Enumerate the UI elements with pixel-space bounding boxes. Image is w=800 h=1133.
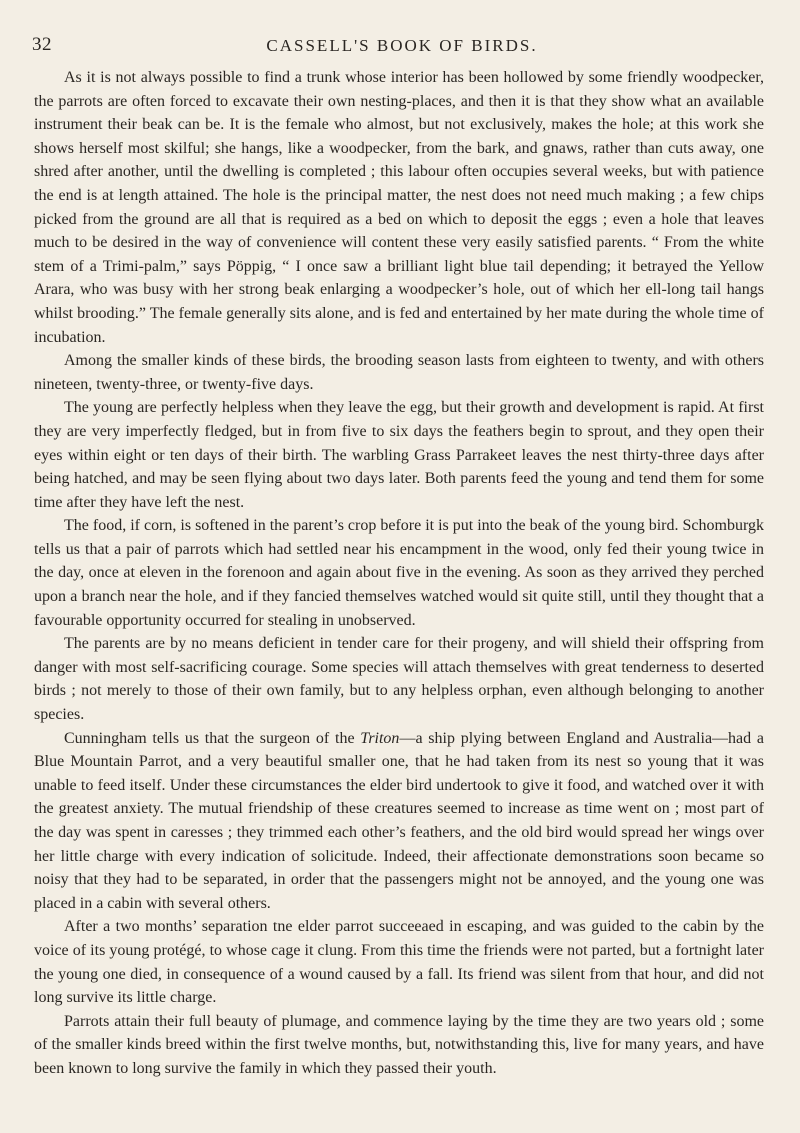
paragraph: Parrots attain their full beauty of plumage, and commence laying by the time they are two years old ; some of the smaller kinds breed within the first twelve months, but, notwithstanding this, live for many years, and have been known to long survive the family in which they passed their youth. bbox=[34, 1012, 764, 1077]
paragraph: As it is not always possible to find a trunk whose interior has been hollowed by some friendly woodpecker, the parrots are often forced to excavate their own nesting-places, and then it is that they show what an available instrument their beak can be. It is the female who almost, but not exclusively, makes the hole; at this work she shows herself most skilful; she hangs, like a woodpecker, from the bark, and gnaws, rather than cuts away, one shred after another, until the dwelling is completed ; this labour often occupies several weeks, but with patience the end is at length attained. The hole is the principal matter, the nest does not need much making ; a few chips picked from the ground are all that is required as a bed on which to deposit the eggs ; even a hole that leaves much to be desired in the way of convenience will content these very easily satisfied parents. “ From the white stem of a Trimi-palm,” says Pöppig, “ I once saw a brilliant light blue tail depending; it betrayed the Yellow Arara, who was busy with her strong beak enlarging a woodpecker’s hole, out of which her ell-long tail hangs whilst brooding.” The female generally sits alone, and is fed and entertained by her mate during the whole time of incubation. bbox=[34, 69, 764, 346]
body-text bbox=[34, 66, 764, 1081]
paragraph: The food, if corn, is softened in the parent’s crop before it is put into the beak of the young bird. Schomburgk tells us that a pair of parrots which had settled near his encampment in the wood, only fed their young twice in the day, once at eleven in the forenoon and again about five in the evening. As soon as they arrived they perched upon a branch near the hole, and if they fancied themselves watched would sit quite still, until they thought that a favourable opportunity occurred for stealing in unobserved. bbox=[34, 517, 764, 629]
paragraph bbox=[34, 727, 764, 916]
paragraph: After a two months’ separation tne elder parrot succeeaed in escaping, and was guided to the cabin by the voice of its young protégé, to whose cage it clung. From this time the friends were not parted, but a fortnight later the young one died, in consequence of a wound caused by a fall. Its friend was silent from that hour, and did not long survive its little charge. bbox=[34, 918, 764, 1007]
paragraph-text: —a ship plying between England and Australia—had a Blue Mountain Parrot, and a very beautiful smaller one, that he had taken from its nest so young that it was unable to feed itself. Under these circumstances the elder bird undertook to give it food, and watched over it with the greatest anxiety. The mutual friendship of these creatures seemed to increase as time went on ; most part of the day was spent in caresses ; they trimmed each other’s feathers, and the old bird would spread her wings over her little charge with every indication of solicitude. Indeed, their affectionate demonstrations soon became so noisy that they had to be separated, in order that the passengers might not be annoyed, and the young one was placed in a cabin with several others. bbox=[34, 729, 765, 912]
running-head: CASSELL'S BOOK OF BIRDS. bbox=[266, 36, 538, 55]
paragraph: Among the smaller kinds of these birds, the brooding season lasts from eighteen to twenty, and with others nineteen, twenty-three, or twenty-five days. bbox=[34, 352, 764, 393]
paragraph-text: Cunningham tells us that the surgeon of the bbox=[64, 729, 361, 747]
page-number: 32 bbox=[32, 34, 52, 55]
paragraph: The young are perfectly helpless when they leave the egg, but their growth and development is rapid. At first they are very imperfectly fledged, but in from five to six days the feathers begin to sprout, and they open their eyes within eight or ten days of their birth. The warbling Grass Parrakeet leaves the nest thirty-three days after being hatched, and may be seen flying about two days later. Both parents feed the young and tend them for some time after they have left the nest. bbox=[34, 399, 764, 511]
ship-name: Triton bbox=[360, 729, 400, 747]
paragraph: The parents are by no means deficient in tender care for their progeny, and will shield their offspring from danger with most self-sacrificing courage. Some species will attach themselves with great tenderness to deserted birds ; not merely to those of their own family, but to any helpless orphan, even although belonging to another species. bbox=[34, 635, 764, 724]
page-header bbox=[32, 34, 762, 58]
